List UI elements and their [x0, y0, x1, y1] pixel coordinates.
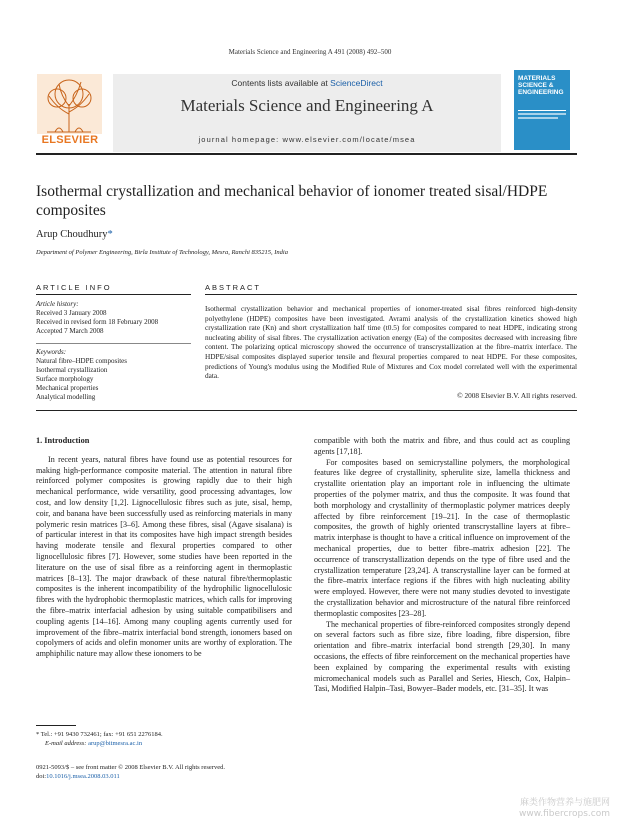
email-label: E-mail address: [45, 740, 89, 747]
cover-decoration [518, 117, 558, 119]
header-divider [36, 153, 577, 155]
copyright: © 2008 Elsevier B.V. All rights reserved. [457, 391, 577, 400]
abstract-divider [205, 294, 577, 295]
body-left-column [36, 436, 292, 660]
keyword-item: Surface morphology [36, 375, 94, 383]
body-paragraph: For composites based on semicrystalline polymers, the morphological features like degree of crystallinity, spherulite size, lamella thickness and crystallite orientation play an important role in influencing the ultimate properties of the polymer matrix, and thus the composite. It was found that both morphology and crystallinity of thermoplastic polymer matrices deeply affected by fibre reinforcement [19–21]. In the case of thermoplastic composites, the growth of highly oriented transcrystalline layers at fibre–matrix interphase is thought to have a critical influence on improvement of the mechanical properties, due to better fibre–matrix adhesion [22]. The occurrence of transcrystallization depends on the type of fibre used and the crystallization temperature [23,24]. A transcrystalline layer can be formed at the fibre–matrix interface regions if the fibres with high nucleating ability were employed. However, there were not many studies devoted to investigate the crystallization behavior and microstructure of the natural fibre reinforced thermoplastic composites [23–28]. [314, 457, 570, 618]
email-link[interactable]: arup@bitmesra.ac.in [88, 740, 143, 747]
footnote-tel: * Tel.: +91 9430 732461; fax: +91 651 2276184. [36, 731, 163, 738]
footnote-divider [36, 725, 76, 726]
journal-homepage[interactable]: journal homepage: www.elsevier.com/locate/msea [198, 135, 416, 144]
info-divider [36, 294, 191, 295]
cover-title: MATERIALS SCIENCE & ENGINEERING [518, 75, 564, 96]
footnote-email [45, 740, 142, 747]
body-right-column [314, 436, 570, 695]
keyword-item: Isothermal crystallization [36, 366, 108, 374]
doi-line [36, 773, 120, 780]
contents-line [113, 78, 501, 88]
affiliation: Department of Polymer Engineering, Birla Institute of Technology, Mesra, Ranchi 835215, India [36, 249, 288, 256]
history-accepted: Accepted 7 March 2008 [36, 327, 104, 335]
issn-line: 0921-5093/$ – see front matter © 2008 Elsevier B.V. All rights reserved. [36, 764, 225, 771]
journal-cover [514, 70, 570, 150]
keywords [36, 348, 196, 402]
sciencedirect-link[interactable]: ScienceDirect [330, 78, 383, 88]
doi-prefix: doi: [36, 773, 47, 780]
doi-link[interactable]: 10.1016/j.msea.2008.03.011 [46, 773, 120, 780]
contents-prefix: Contents lists available at [231, 78, 331, 88]
site-watermark [519, 798, 610, 820]
history-revised: Received in revised form 18 February 2008 [36, 318, 159, 326]
history-label: Article history: [36, 300, 79, 308]
section-heading: 1. Introduction [36, 436, 90, 445]
article-history [36, 300, 196, 336]
abstract-text: Isothermal crystallization behavior and mechanical properties of ionomer-treated sisal fibres reinforced high-density polyethylene (HDPE) composites have been investigated. Avrami analysis of the crystallization kinetics showed high crystallization rate (Kn) and short crystallization half time (t0.5) for composites compared to neat HDPE, indicating strong nucleating ability of sisal fibres. The crystallization activation energy (Ea) of the composites decreased with increasing fibre content. The polarizing optical microscopy showed the occurrence of transcrystallization at the fibre–matrix interface. The HDPE/sisal composites displayed superior tensile and flexural properties compared to neat HDPE. For these composites, predictions of Young's modulus using the Modified Rule of Mixtures and Cox model correlated well with the experimental data. [205, 304, 577, 381]
elsevier-wordmark: ELSEVIER [41, 134, 99, 146]
cover-decoration [518, 113, 566, 115]
watermark-url: www.fibercrops.com [519, 809, 610, 819]
abstract-bottom-divider [36, 410, 577, 411]
keyword-item: Mechanical properties [36, 384, 99, 392]
body-paragraph: The mechanical properties of fibre-reinforced composites strongly depend on several factors such as fibre size, fibre loading, fibre dispersion, fibre orientation and fibre–matrix interfacial bond strength [29,30]. In many occasions, the effects of fibre reinforcement on the mechanical properties have been explained by comparing the experimental results with existing micromechanical models such as Parallel and Series, Hiesch, Cox, Halpin–Tasi, Modified Halpin–Tasi, Bowyer–Bader models, etc. [31–35]. It was [314, 619, 570, 694]
history-received: Received 3 January 2008 [36, 309, 107, 317]
article-title: Isothermal crystallization and mechanical behavior of ionomer treated sisal/HDPE composites [36, 183, 548, 219]
author-footnote-mark[interactable]: * [107, 229, 113, 240]
watermark-line: 麻类作物营养与施肥网 [519, 798, 610, 808]
keyword-item: Analytical modelling [36, 393, 96, 401]
body-paragraph: compatible with both the matrix and fibre, and thus could act as coupling agents [17,18]. [314, 436, 570, 456]
keyword-item: Natural fibre–HDPE composites [36, 357, 127, 365]
cover-divider [518, 110, 566, 111]
author-line [36, 229, 113, 240]
journal-citation: Materials Science and Engineering A 491 (2008) 492–500 [228, 48, 392, 56]
abstract-heading: ABSTRACT [205, 283, 262, 292]
article-info-heading: ARTICLE INFO [36, 283, 112, 292]
info-inner-divider [36, 343, 191, 344]
journal-title: Materials Science and Engineering A [180, 96, 434, 115]
keywords-label: Keywords: [36, 348, 67, 356]
author-name: Arup Choudhury [36, 229, 108, 240]
body-paragraph: In recent years, natural fibres have found use as potential resources for making high-performance composite material. The attention in natural fibre reinforced polymer composites is growing rapidly due to their high mechanical performance, wide versatility, good processing advantages, low cost, and low density [1,2]. Lignocellulosic fibres such as jute, sisal, hemp, coir, and banana have been successfully used as reinforcing materials in many polymeric resin matrices [3–6]. Among these fibres, sisal (Agave sisalana) is of particular interest in that its composites have high impact strength besides having moderate tensile and flexural properties compared to other lignocellulosic fibres [7]. However, some studies have been reported in the literature on the use of sisal fibre as a reinforcing agent in thermoplastic matrices [8–13]. The major drawback of these natural fibre/thermoplastic composites is the inherent incompatibility of the hydrophilic lignocellulosic fibres with the hydrophobic thermoplastic matrices, which calls for improving the fibre–matrix interfacial adhesion by using suitable compatibilisers and coupling agents [14–16]. Among many coupling agents currently used for improvement of the fibre–matrix interfacial bond strength, ionomers based on copolymers of acids and olefin monomer units are worthy of exploration. The amphiphilic nature may allow these ionomers to be [36, 454, 292, 659]
